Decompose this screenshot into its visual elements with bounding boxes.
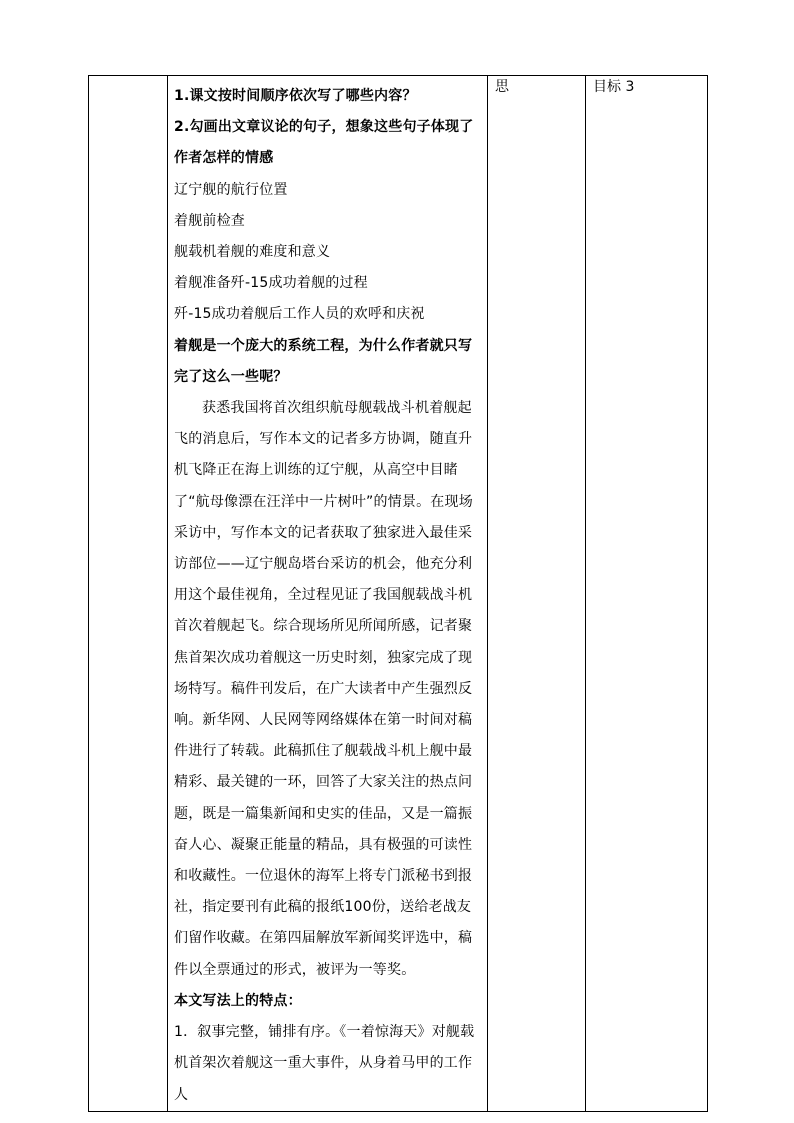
table-row — [89, 76, 708, 1112]
lesson-plan-table — [88, 75, 708, 1112]
empty-cell — [89, 76, 168, 1112]
features-heading: 本文写法上的特点： — [174, 992, 302, 1009]
answer-item: 歼-15成功着舰后工作人员的欢呼和庆祝 — [174, 306, 425, 323]
answer-item: 着舰准备歼-15成功着舰的过程 — [174, 275, 368, 292]
lesson-content — [168, 76, 487, 1111]
question-1: 1.课文按时间顺序依次写了哪些内容？ — [174, 88, 417, 104]
content-cell — [168, 76, 488, 1112]
answer-item: 辽宁舰的航行位置 — [174, 181, 288, 198]
feature-item: 1．叙事完整，铺排有序。《一着惊海天》对舰载机首架次着舰这一重大事件，从身着马甲的工作人 — [174, 1024, 475, 1103]
answer-item: 着舰前检查 — [174, 212, 245, 229]
activity-cell — [488, 76, 586, 1112]
explanation-paragraph: 获悉我国将首次组织航母舰载战斗机着舰起飞的消息后，写作本文的记者多方协调，随直升机飞降正在海上训练的辽宁舰，从高空中目睹了“航母像漂在汪洋中一片树叶”的情景。在现场采访中，写作本文的记者获取了独家进入最佳采访部位——辽宁舰岛塔台采访的机会，他充分利用这个最佳视角，全过程见证了我国舰载战斗机首次着舰起飞。综合现场所见所闻所感，记者聚焦首架次成功着舰这一历史时刻，独家完成了现场特写。稿件刊发后，在广大读者中产生强烈反响。新华网、人民网等网络媒体在第一时间对稿件进行了转载。此稿抓住了舰载战斗机上舰中最精彩、最关键的一环，回答了大家关注的热点问题，既是一篇集新闻和史实的佳品，又是一篇振奋人心、凝聚正能量的精品，具有极强的可读性和收藏性。一位退休的海军上将专门派秘书到报社，指定要刊有此稿的报纸100份，送给老战友们留作收藏。在第四届解放军新闻奖评选中，稿件以全票通过的形式，被评为一等奖。 — [174, 400, 473, 978]
goal-label: 目标 3 — [593, 79, 635, 95]
question-3: 着舰是一个庞大的系统工程，为什么作者就只写完了这么一些呢？ — [174, 337, 473, 385]
question-2: 2.勾画出文章议论的句子，想象这些句子体现了作者怎样的情感 — [174, 119, 474, 167]
activity-label: 思 — [495, 79, 509, 95]
goal-cell — [586, 76, 708, 1112]
answer-item: 舰载机着舰的难度和意义 — [174, 244, 331, 261]
